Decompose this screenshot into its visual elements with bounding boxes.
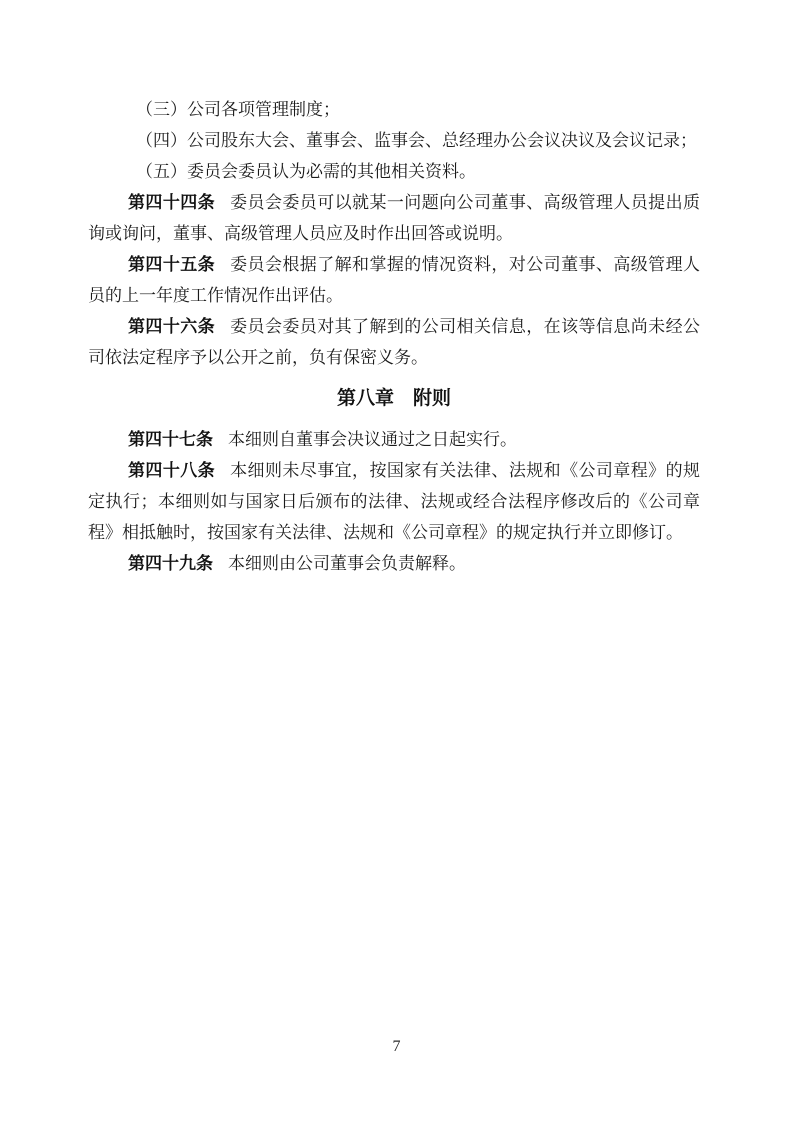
article-48 — [88, 455, 700, 548]
article-47-number: 第四十七条 — [128, 430, 213, 449]
article-48-text: 本细则未尽事宜，按国家有关法律、法规和《公司章程》的规定执行；本细则如与国家日后颁布的法律、法规或经合法程序修改后的《公司章程》相抵触时，按国家有关法律、法规和《公司章程》的规定执行并立即修订。 — [88, 461, 701, 542]
article-49 — [88, 548, 700, 579]
article-46-number: 第四十六条 — [128, 317, 216, 336]
article-47-text: 本细则自董事会决议通过之日起实行。 — [228, 430, 517, 449]
article-44-number: 第四十四条 — [128, 193, 216, 212]
article-49-text: 本细则由公司董事会负责解释。 — [228, 554, 466, 573]
article-45-number: 第四十五条 — [128, 255, 216, 274]
document-body — [88, 94, 700, 579]
article-49-number: 第四十九条 — [128, 554, 213, 573]
article-45-text: 委员会根据了解和掌握的情况资料，对公司董事、高级管理人员的上一年度工作情况作出评估。 — [88, 255, 701, 305]
list-item-5: （五）委员会委员认为必需的其他相关资料。 — [136, 162, 476, 181]
article-45 — [88, 249, 700, 311]
article-47 — [88, 424, 700, 455]
article-46 — [88, 311, 700, 373]
page-number: 7 — [392, 1038, 401, 1055]
article-44-text: 委员会委员可以就某一问题向公司董事、高级管理人员提出质询或询问，董事、高级管理人员应及时作出回答或说明。 — [88, 193, 701, 243]
list-item-3: （三）公司各项管理制度； — [136, 100, 340, 119]
chapter-heading: 第八章 附则 — [336, 388, 451, 409]
list-item-4: （四）公司股东大会、董事会、监事会、总经理办公会议决议及会议记录； — [136, 131, 697, 150]
article-46-text: 委员会委员对其了解到的公司相关信息，在该等信息尚未经公司依法定程序予以公开之前，负有保密义务。 — [88, 317, 701, 367]
article-44 — [88, 187, 700, 249]
article-48-number: 第四十八条 — [128, 461, 216, 480]
